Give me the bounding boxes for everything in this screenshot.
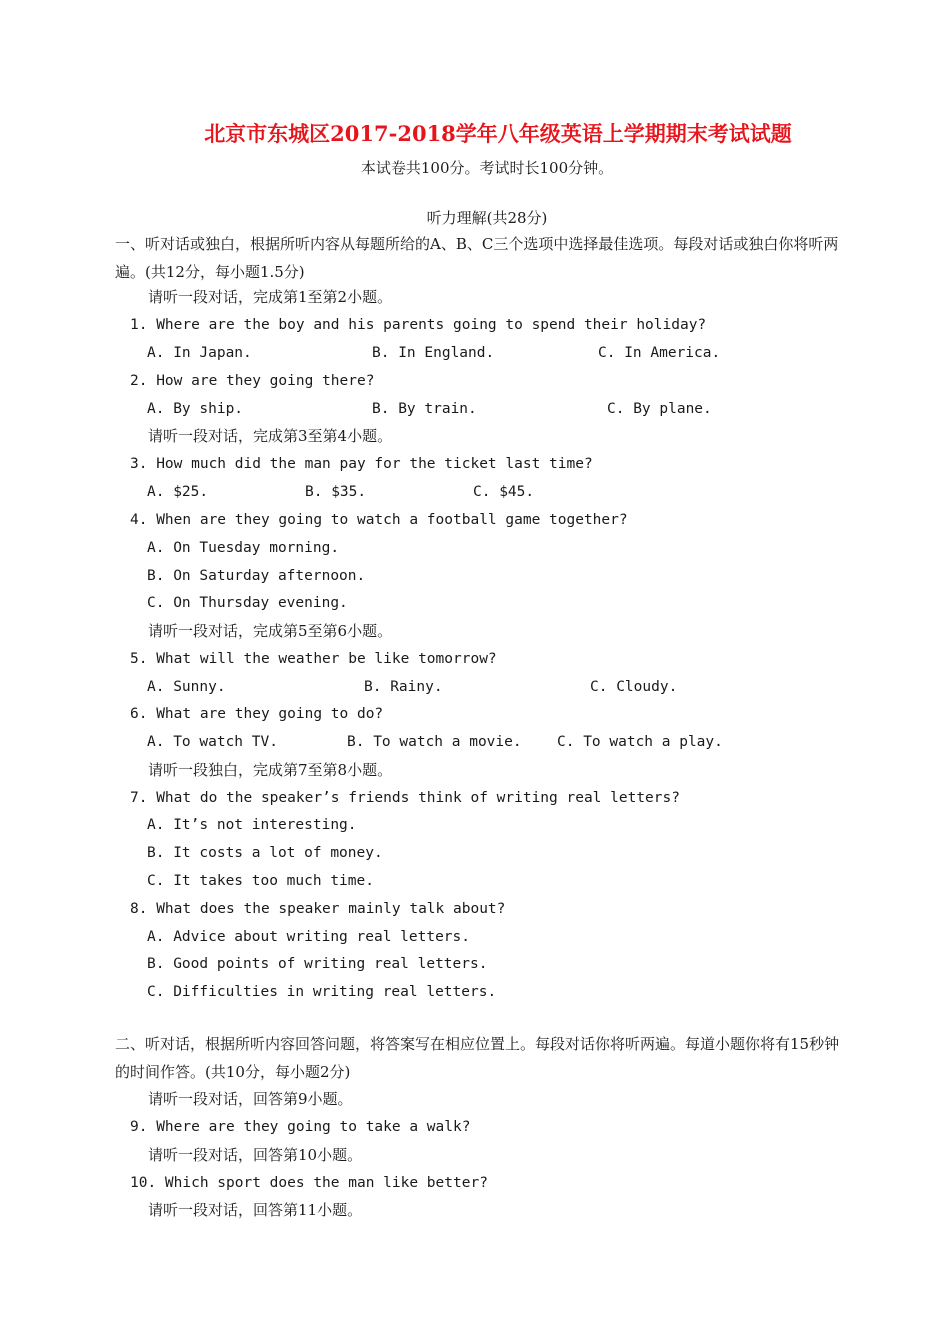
q7-option-a: A. It’s not interesting.: [147, 817, 357, 833]
question-5: 5. What will the weather be like tomorrow?: [130, 651, 497, 667]
q1-option-c: C. In America.: [598, 345, 721, 361]
q5-option-b: B. Rainy.: [364, 679, 443, 695]
q3-option-a: A. $25.: [147, 484, 209, 500]
q6-option-b: B. To watch a movie.: [347, 734, 522, 750]
prompt-q3-4: 请听一段对话，完成第3至第4小题。: [148, 427, 393, 445]
prompt-q9: 请听一段对话，回答第9小题。: [148, 1090, 353, 1108]
q2-option-a: A. By ship.: [147, 401, 244, 417]
question-9: 9. Where are they going to take a walk?: [130, 1119, 471, 1135]
prompt-q10: 请听一段对话，回答第10小题。: [148, 1146, 363, 1164]
prompt-q11: 请听一段对话，回答第11小题。: [148, 1201, 363, 1219]
q6-option-c: C. To watch a play.: [557, 734, 723, 750]
q4-option-b: B. On Saturday afternoon.: [147, 568, 366, 584]
question-1: 1. Where are the boy and his parents going to spend their holiday?: [130, 317, 707, 333]
prompt-q5-6: 请听一段对话，完成第5至第6小题。: [148, 622, 393, 640]
q8-option-b: B. Good points of writing real letters.: [147, 956, 488, 972]
q3-option-b: B. $35.: [305, 484, 367, 500]
part1-instruction: 一、听对话或独白，根据所听内容从每题所给的A、B、C三个选项中选择最佳选项。每段对话或独白你将听两遍。(共12分，每小题1.5分): [115, 235, 839, 281]
q1-option-a: A. In Japan.: [147, 345, 252, 361]
part2-instruction: 二、听对话，根据所听内容回答问题，将答案写在相应位置上。每段对话你将听两遍。每道小题你将有15秒钟的时间作答。(共10分，每小题2分): [115, 1035, 840, 1081]
q1-option-b: B. In England.: [372, 345, 495, 361]
prompt-q7-8: 请听一段独白，完成第7至第8小题。: [148, 761, 393, 779]
q8-option-a: A. Advice about writing real letters.: [147, 929, 471, 945]
question-3: 3. How much did the man pay for the ticket last time?: [130, 456, 593, 472]
q5-option-a: A. Sunny.: [147, 679, 226, 695]
q5-option-c: C. Cloudy.: [590, 679, 678, 695]
q8-option-c: C. Difficulties in writing real letters.: [147, 984, 497, 1000]
section-title-listening: 听力理解(共28分): [426, 209, 548, 227]
question-8: 8. What does the speaker mainly talk about?: [130, 901, 506, 917]
q6-option-a: A. To watch TV.: [147, 734, 278, 750]
question-7: 7. What do the speaker’s friends think of writing real letters?: [130, 790, 680, 806]
question-4: 4. When are they going to watch a football game together?: [130, 512, 628, 528]
q4-option-a: A. On Tuesday morning.: [147, 540, 340, 556]
exam-info: 本试卷共100分。考试时长100分钟。: [360, 159, 614, 177]
prompt-q1-2: 请听一段对话，完成第1至第2小题。: [148, 288, 393, 306]
question-6: 6. What are they going to do?: [130, 706, 384, 722]
q3-option-c: C. $45.: [473, 484, 535, 500]
q7-option-c: C. It takes too much time.: [147, 873, 374, 889]
q7-option-b: B. It costs a lot of money.: [147, 845, 383, 861]
question-10: 10. Which sport does the man like better?: [130, 1175, 488, 1191]
q4-option-c: C. On Thursday evening.: [147, 595, 348, 611]
question-2: 2. How are they going there?: [130, 373, 375, 389]
q2-option-b: B. By train.: [372, 401, 477, 417]
q2-option-c: C. By plane.: [607, 401, 712, 417]
page-title: 北京市东城区2017-2018学年八年级英语上学期期末考试试题: [204, 121, 792, 146]
